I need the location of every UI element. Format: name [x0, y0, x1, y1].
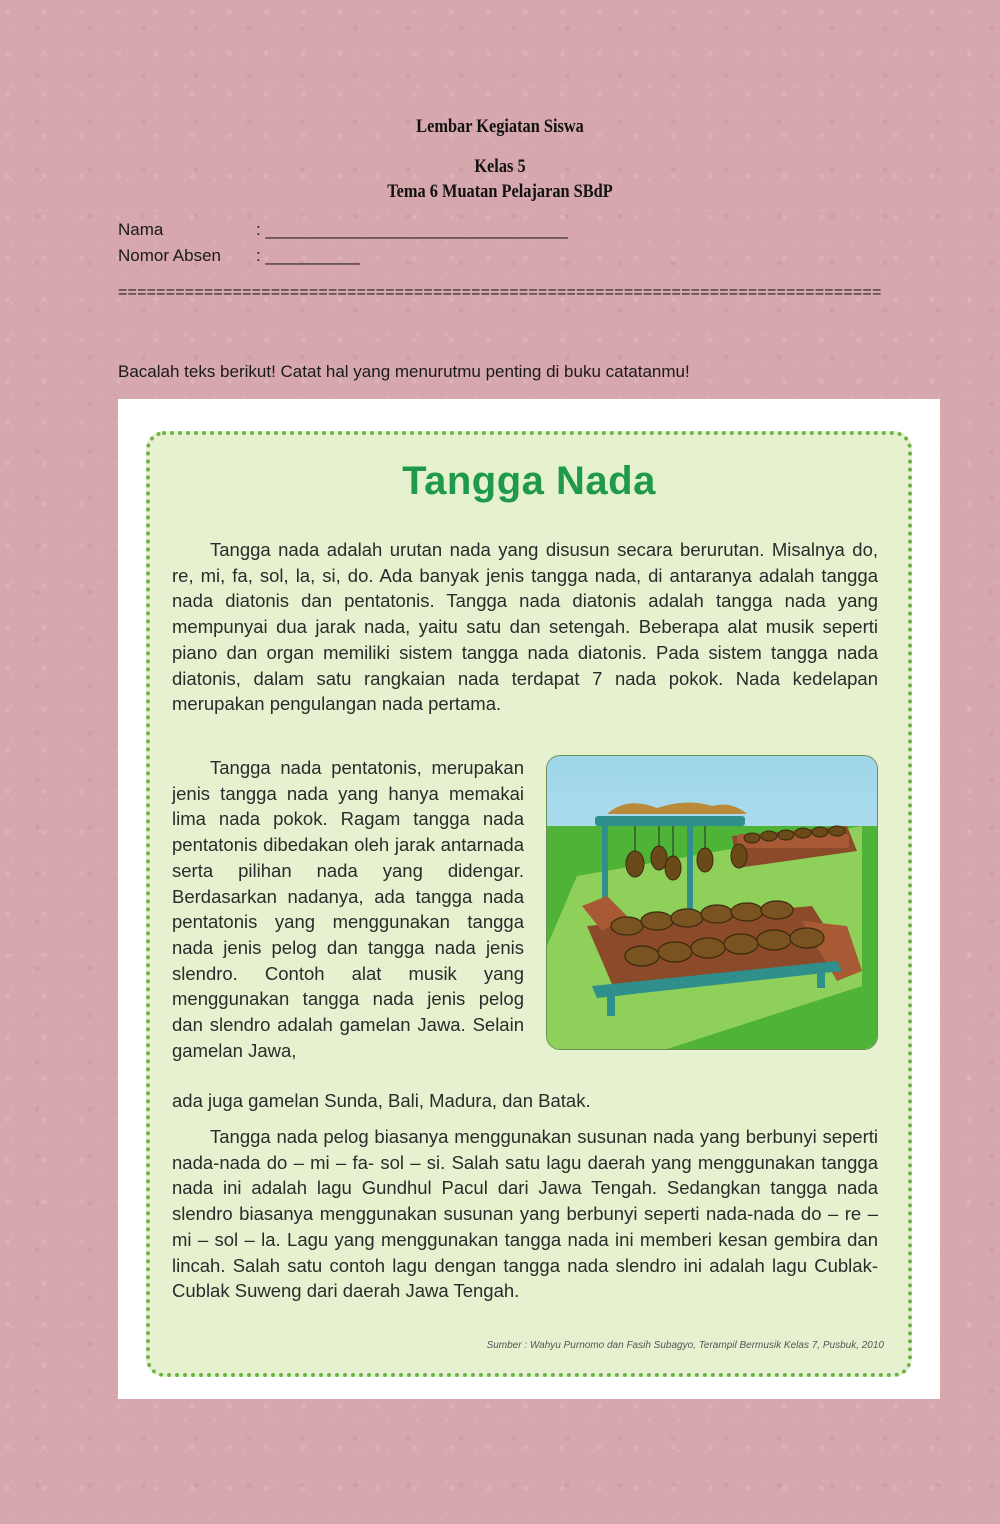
worksheet-title: Lembar Kegiatan Siswa: [416, 116, 584, 137]
absen-input-line[interactable]: : __________: [256, 246, 360, 265]
gamelan-icon: [547, 756, 877, 1049]
class-label: Kelas 5: [474, 156, 526, 177]
article-panel: [146, 431, 912, 1377]
absen-field-row: [118, 246, 360, 266]
name-label: Nama: [118, 220, 164, 239]
name-input-line[interactable]: : ________________________________: [256, 220, 568, 239]
paragraph-diatonis: Tangga nada adalah urutan nada yang disusun secara berurutan. Misalnya do, re, mi, fa, sol, la, si, do. Ada banyak jenis tangga nada, di antaranya adalah tangga nada diatonis dan pentatonis. Tangga nada diatonis adalah tangga nada yang mempunyai dua jarak nada, yaitu satu dan setengah. Beberapa alat musik seperti piano dan organ memiliki sistem tangga nada diatonis. Pada sistem tangga nada diatonis, dalam satu rangkaian nada terdapat 7 nada pokok. Nada kedelapan merupakan pengulangan nada pertama.: [172, 539, 878, 715]
paragraph-pentatonis: Tangga nada pentatonis, merupakan jenis tangga nada yang hanya memakai lima nada pokok. Ragam tangga nada pentatonis dibedakan oleh jarak antarnada serta pilihan nada yang didengar. Berdasarkan nadanya, ada tangga nada pentatonis yang menggunakan tangga nada jenis pelog dan tangga nada jenis slendro. Contoh alat musik yang menggunakan tangga nada jenis pelog dan slendro adalah gamelan Jawa. Selain gamelan Jawa,: [172, 757, 524, 1061]
source-citation: Sumber : Wahyu Purnomo dan Fasih Subagyo, Terampil Bermusik Kelas 7, Pusbuk, 2010: [486, 1340, 884, 1351]
name-field-row: [118, 220, 568, 240]
theme-label: Tema 6 Muatan Pelajaran SBdP: [387, 181, 613, 202]
paragraph-pentatonis-end: ada juga gamelan Sunda, Bali, Madura, dan Batak.: [172, 1090, 591, 1111]
instruction-text: Bacalah teks berikut! Catat hal yang menurutmu penting di buku catatanmu!: [118, 362, 690, 381]
textbook-excerpt: [118, 399, 940, 1399]
separator-line: ================================================================================: [118, 284, 882, 301]
article-title: Tangga Nada: [402, 459, 656, 503]
absen-label: Nomor Absen: [118, 246, 221, 265]
paragraph-pelog-slendro: Tangga nada pelog biasanya menggunakan susunan nada yang berbunyi seperti nada-nada do – mi – fa- sol – si. Salah satu lagu daerah yang menggunakan tangga nada ini adalah lagu Gundhul Pacul dari Jawa Tengah. Sedangkan tangga nada slendro biasanya menggunakan susunan yang berbunyi seperti nada-nada do – re – mi – sol – la. Lagu yang menggunakan tangga nada ini memberi kesan gembira dan lincah. Salah satu contoh lagu dengan tangga nada slendro ini adalah lagu Cublak-Cublak Suweng dari daerah Jawa Tengah.: [172, 1126, 878, 1302]
gamelan-illustration: [546, 755, 878, 1050]
